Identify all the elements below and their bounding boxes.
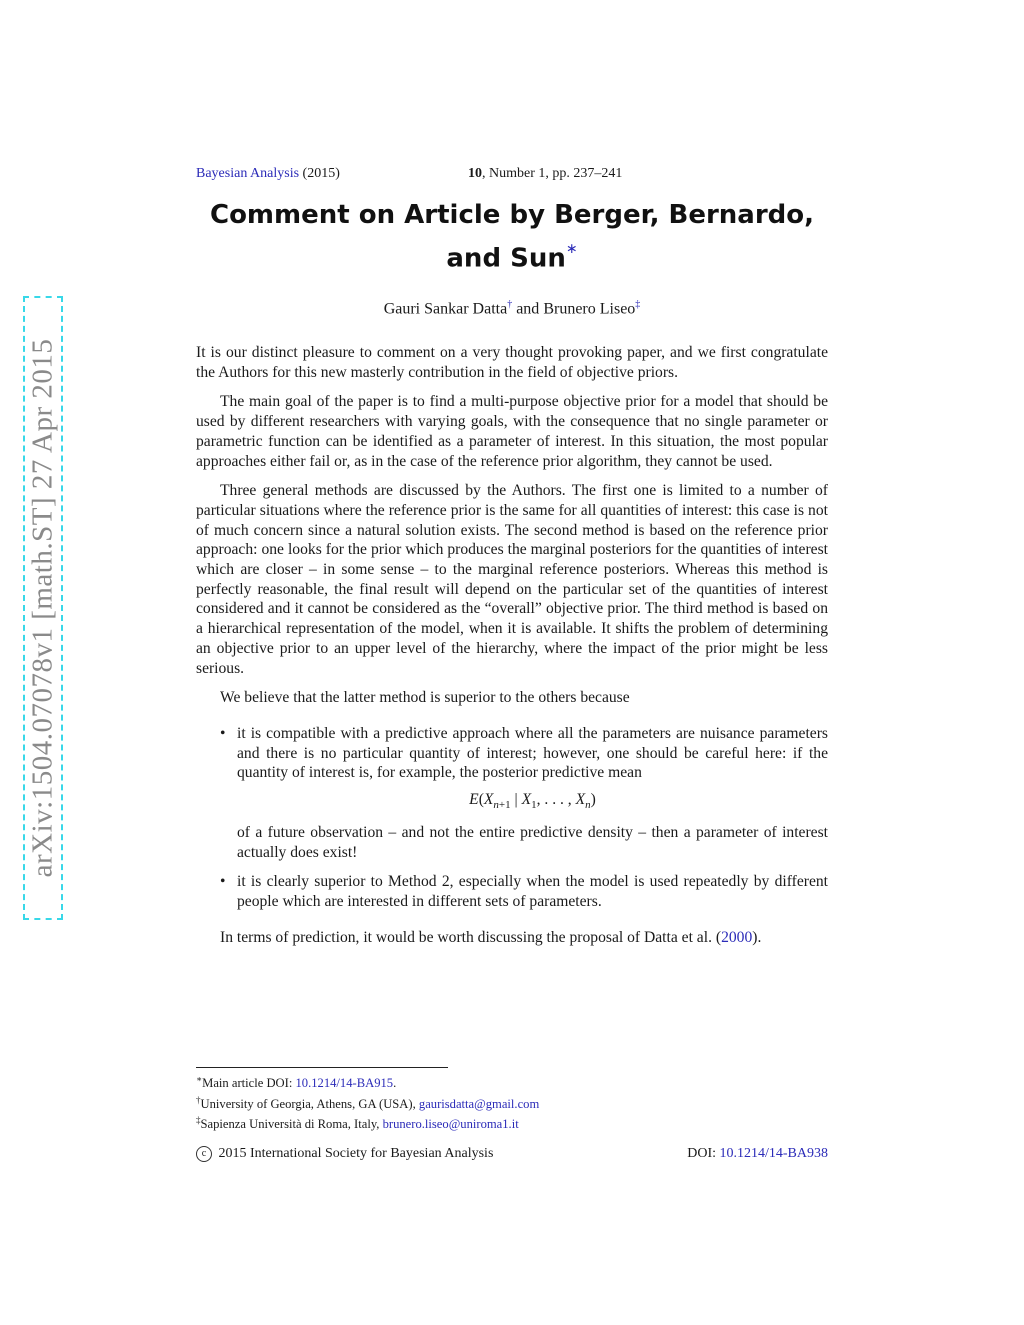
footnote-3-text: Sapienza Università di Roma, Italy,	[200, 1117, 383, 1132]
volume-number: 10	[468, 166, 482, 181]
paragraph-5: In terms of prediction, it would be worth discussing the proposal of Datta et al. (2000).	[220, 928, 762, 946]
paper-title	[180, 196, 844, 278]
arxiv-id: arXiv:1504.07078v1 [math.ST] 27 Apr 2015	[26, 338, 59, 878]
footnote-2	[196, 1092, 828, 1113]
footnote-3-marker: ‡	[196, 1115, 201, 1126]
paragraph-3: Three general methods are discussed by the Authors. The first one is limited to a number of particular situations where the reference prior is the same for all quantities of interest: this case is not of much concern since a natural solution exists. The second method is based on the reference prior approach: one looks for the prior which produces the marginal posteriors for the quantities of interest which are closer – in some sense – to the marginal reference posteriors. Whereas this method is perfectly reasonable, the final result will depend on the particular set of the quantities of interest considered and it cannot be considered as the “overall” objective prior. The third method is based on a hierarchical representation of the model, when it is available. It shifts the problem of determining an objective prior to an upper level of the hierarchy, where the impact of the prior might be less serious.	[196, 482, 828, 677]
footnote-2-text: University of Georgia, Athens, GA (USA),	[200, 1096, 419, 1111]
journal-link[interactable]: Bayesian Analysis	[196, 166, 300, 181]
title-line-2	[180, 234, 844, 278]
footnotes	[196, 1071, 828, 1133]
bullet-1-text-b: of a future observation – and not the entire predictive density – then a parameter of interest actually does exist!	[237, 823, 828, 861]
bullet-list	[196, 724, 828, 912]
page-footer	[196, 1146, 828, 1164]
body-text	[196, 343, 828, 957]
running-head	[196, 166, 828, 184]
authors	[196, 299, 828, 318]
footnote-1: ∗Main article DOI: 10.1214/14-BA915.	[196, 1074, 397, 1091]
doi-label: DOI:	[687, 1146, 720, 1161]
author-joiner: and	[512, 300, 544, 318]
title-line-2-text: and Sun	[446, 243, 566, 274]
article-doi	[687, 1146, 828, 1162]
article-doi-link[interactable]: 10.1214/14-BA938	[719, 1146, 828, 1161]
email-link-datta[interactable]: gaurisdatta@gmail.com	[418, 1096, 540, 1111]
author-2-marker[interactable]: ‡	[635, 299, 641, 310]
journal-year: (2015)	[302, 166, 340, 181]
footnote-2-marker: †	[196, 1094, 201, 1105]
bullet-item-1	[196, 724, 828, 862]
bullet-icon: •	[220, 724, 226, 742]
email-link-liseo[interactable]: brunero.liseo@uniroma1.it	[382, 1117, 519, 1132]
title-footnote-marker[interactable]: ∗	[565, 241, 578, 257]
copyright-text: 2015 International Society for Bayesian Analysis	[218, 1146, 494, 1161]
paragraph-5-text: In terms of prediction, it would be worth discussing the proposal of Datta et al.	[220, 928, 712, 946]
paragraph-2: The main goal of the paper is to find a multi-purpose objective prior for a model that should be used by different researchers with varying goals, with the consequence that no single parameter or parametric function can be identified as a parameter of interest. In this situation, the most popular approaches either fail or, as in the case of the reference prior algorithm, they cannot be used.	[196, 393, 828, 470]
equation-predictive-mean: $E(X_{n+1}$ | $X_1$, . . . , $X_n$)	[469, 791, 596, 812]
title-line-1: Comment on Article by Berger, Bernardo,	[209, 200, 815, 230]
paragraph-1: It is our distinct pleasure to comment on a very thought provoking paper, and we first congratulate the Authors for this new masterly contribution in the field of objective priors.	[196, 344, 828, 381]
arxiv-stamp[interactable]	[23, 296, 63, 920]
author-2: Brunero Liseo	[543, 300, 636, 318]
bullet-item-2	[196, 872, 828, 911]
paragraph-5-end: ).	[752, 928, 762, 946]
copyright	[196, 1146, 493, 1162]
author-1-marker[interactable]: †	[507, 299, 513, 310]
main-article-doi-link[interactable]: 10.1214/14-BA915	[295, 1076, 394, 1091]
journal-info	[196, 166, 340, 182]
footnote-3	[196, 1112, 828, 1133]
issue-pages: , Number 1, pp. 237–241	[482, 166, 623, 181]
footnote-1-text: Main article DOI:	[202, 1076, 296, 1091]
bullet-2-text: it is clearly superior to Method 2, especially when the model is used repeatedly by different people which are interested in different sets of parameters.	[237, 873, 828, 910]
footnote-divider	[196, 1067, 448, 1068]
copyright-icon: c	[196, 1146, 212, 1162]
bullet-icon: •	[220, 873, 226, 891]
footnote-1-marker: ∗	[196, 1074, 203, 1084]
citation-link[interactable]: 2000	[721, 928, 753, 946]
bullet-1-text-a: it is compatible with a predictive approach where all the parameters are nuisance parameters and there is no particular quantity of interest; however, one should be careful here: if the quantity of interest is, for example, the posterior predictive mean	[237, 724, 828, 782]
paragraph-4: We believe that the latter method is superior to the others because	[220, 689, 630, 707]
author-1: Gauri Sankar Datta	[383, 300, 508, 318]
volume-info	[468, 166, 622, 182]
